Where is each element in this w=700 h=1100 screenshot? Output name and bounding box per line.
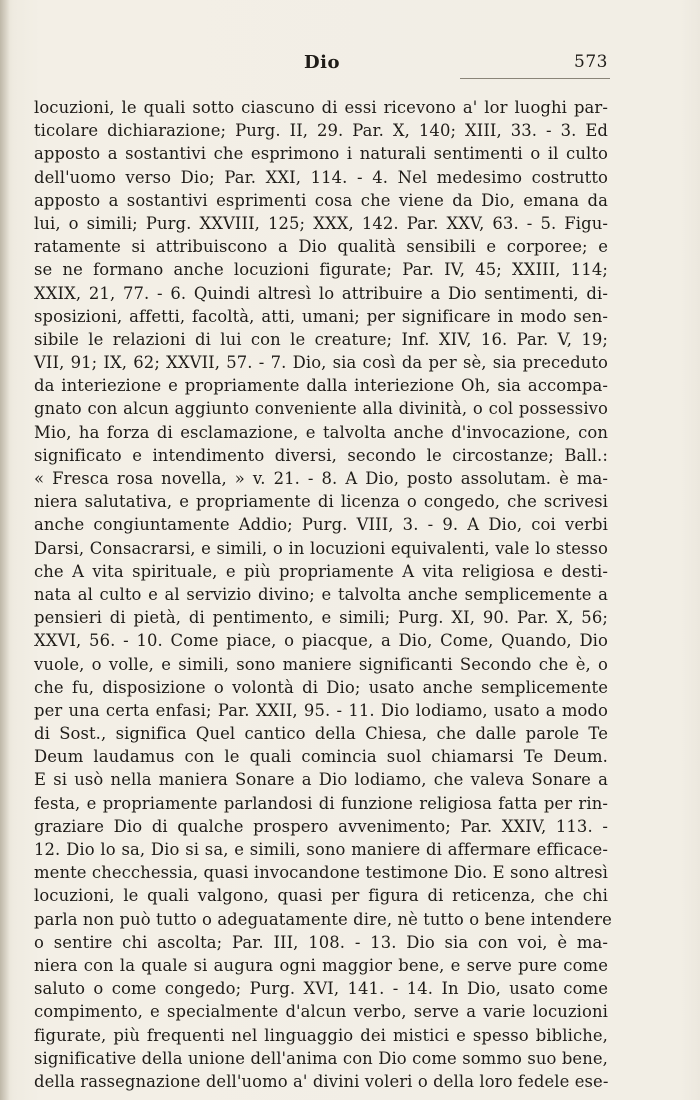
text-line: da interiezione e propriamente dalla interiezione Oh, sia accompa- bbox=[34, 376, 608, 396]
text-line: 12. Dio lo sa, Dio si sa, e simili, sono maniere di affermare efficace- bbox=[34, 840, 608, 859]
text-line: locuzioni, le quali valgono, quasi per figura di reticenza, che chi bbox=[34, 886, 608, 906]
binding-shadow bbox=[0, 0, 10, 1100]
text-line: apposto a sostantivi esprimenti cosa che viene da Dio, emana da bbox=[34, 190, 608, 210]
text-line: ratamente si attribuiscono a Dio qualità sensibili e corporee; e bbox=[34, 237, 608, 257]
text-line: o sentire chi ascolta; Par. III, 108. - 13. Dio sia con voi, è ma- bbox=[34, 932, 608, 952]
text-line: sposizioni, affetti, facoltà, atti, umani; per significare in modo sen- bbox=[34, 306, 608, 326]
text-line: compimento, e specialmente d'alcun verbo, serve a varie locuzioni bbox=[34, 1002, 608, 1022]
text-line: niera salutativa, e propriamente di licenza o congedo, che scrivesi bbox=[34, 492, 608, 512]
text-line: lui, o simili; Purg. XXVIII, 125; XXX, 142. Par. XXV, 63. - 5. Figu- bbox=[34, 213, 608, 233]
text-line: che fu, disposizione o volontà di Dio; usato anche semplicemente bbox=[34, 677, 608, 697]
text-line: locuzioni, le quali sotto ciascuno di essi ricevono a' lor luoghi par- bbox=[34, 98, 608, 117]
text-line: XXIX, 21, 77. - 6. Quindi altresì lo attribuire a Dio sentimenti, di- bbox=[34, 283, 608, 303]
text-line: per una certa enfasi; Par. XXII, 95. - 11. Dio lodiamo, usato a modo bbox=[34, 700, 608, 720]
text-line: dell'uomo verso Dio; Par. XXI, 114. - 4. Nel medesimo costrutto bbox=[34, 167, 608, 187]
dictionary-entry-text bbox=[34, 96, 612, 1093]
text-line: gnato con alcun aggiunto conveniente alla divinità, o col possessivo bbox=[34, 399, 608, 419]
text-line: mente checchessia, quasi invocandone testimone Dio. E sono altresì bbox=[34, 863, 608, 883]
text-line: parla non può tutto o adeguatamente dire, nè tutto o bene intendere bbox=[34, 909, 612, 929]
text-line: niera con la quale si augura ogni maggior bene, e serve pure come bbox=[34, 955, 608, 975]
text-line: che A vita spirituale, e più propriamente A vita religiosa e desti- bbox=[34, 561, 608, 581]
text-line: vuole, o volle, e simili, sono maniere significanti Secondo che è, o bbox=[34, 654, 608, 674]
text-line: VII, 91; IX, 62; XXVII, 57. - 7. Dio, sia così da per sè, sia preceduto bbox=[34, 353, 608, 373]
text-line: « Fresca rosa novella, » v. 21. - 8. A Dio, posto assolutam. è ma- bbox=[34, 469, 608, 488]
page-title: Dio bbox=[304, 52, 340, 73]
text-line: E si usò nella maniera Sonare a Dio lodiamo, che valeva Sonare a bbox=[34, 770, 608, 790]
text-line: Darsi, Consacrarsi, e simili, o in locuzioni equivalenti, vale lo stesso bbox=[34, 538, 608, 558]
text-line: apposto a sostantivi che esprimono i naturali sentimenti o il culto bbox=[34, 144, 608, 164]
text-line: nata al culto e al servizio divino; e talvolta anche semplicemente a bbox=[34, 584, 608, 604]
text-line: figurate, più frequenti nel linguaggio dei mistici e spesso bibliche, bbox=[34, 1025, 608, 1045]
text-line: saluto o come congedo; Purg. XVI, 141. - 14. In Dio, usato come bbox=[34, 979, 608, 999]
running-header bbox=[36, 52, 608, 82]
text-line: Deum laudamus con le quali comincia suol chiamarsi Te Deum. bbox=[34, 747, 608, 767]
text-line: pensieri di pietà, di pentimento, e simili; Purg. XI, 90. Par. X, 56; bbox=[34, 608, 608, 628]
text-line: sibile le relazioni di lui con le creature; Inf. XIV, 16. Par. V, 19; bbox=[34, 329, 608, 349]
header-rule bbox=[460, 78, 610, 79]
text-line: significative della unione dell'anima con Dio come sommo suo bene, bbox=[34, 1048, 608, 1068]
text-line: anche congiuntamente Addio; Purg. VIII, 3. - 9. A Dio, coi verbi bbox=[34, 515, 608, 535]
text-line: di Sost., significa Quel cantico della Chiesa, che dalle parole Te bbox=[34, 724, 608, 744]
page-number: 573 bbox=[574, 52, 608, 72]
text-line: XXVI, 56. - 10. Come piace, o piacque, a Dio, Come, Quando, Dio bbox=[34, 631, 608, 651]
text-line: graziare Dio di qualche prospero avvenimento; Par. XXIV, 113. - bbox=[34, 816, 608, 836]
text-line: festa, e propriamente parlandosi di funzione religiosa fatta per rin- bbox=[34, 793, 608, 813]
text-line: ticolare dichiarazione; Purg. II, 29. Par. X, 140; XIII, 33. - 3. Ed bbox=[34, 121, 608, 141]
text-line: se ne formano anche locuzioni figurate; Par. IV, 45; XXIII, 114; bbox=[34, 260, 608, 280]
text-line: Mio, ha forza di esclamazione, e talvolta anche d'invocazione, con bbox=[34, 422, 608, 442]
text-line: significato e intendimento diversi, secondo le circostanze; Ball.: bbox=[34, 445, 608, 465]
text-line: della rassegnazione dell'uomo a' divini voleri o della loro fedele ese- bbox=[34, 1071, 609, 1091]
